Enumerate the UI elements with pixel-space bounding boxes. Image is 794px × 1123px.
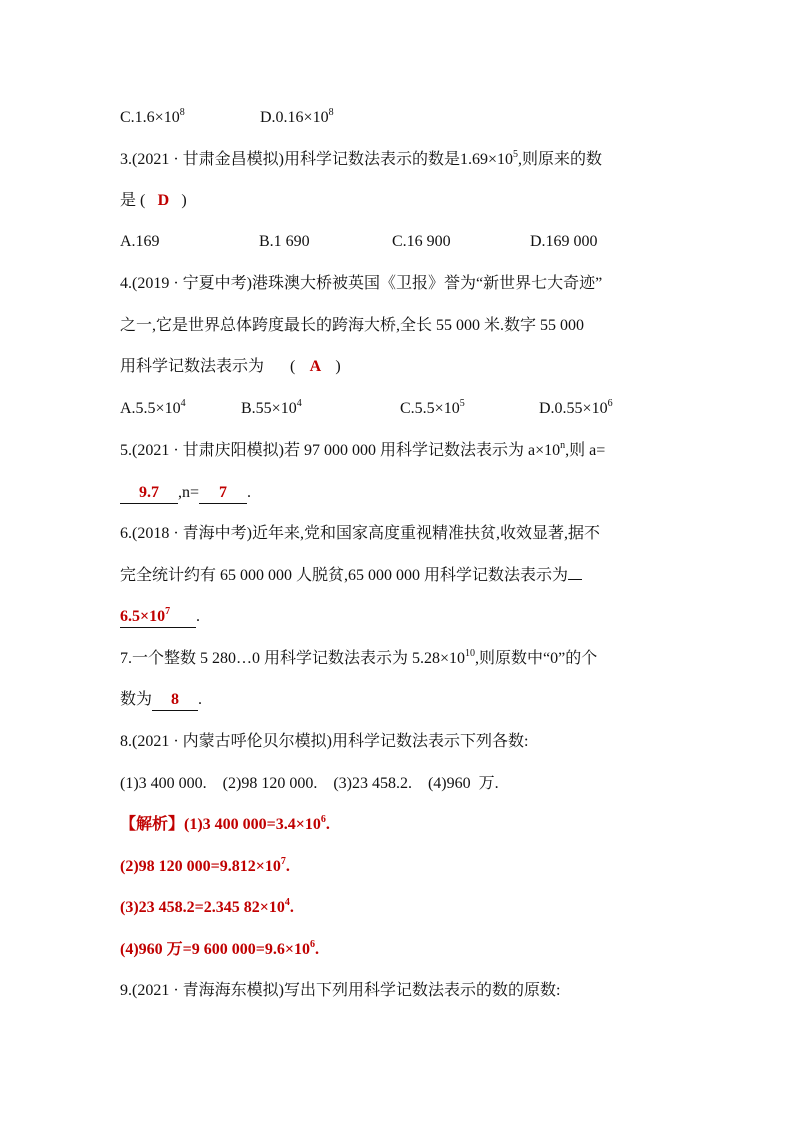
question-7-line-2: 数为 8 . xyxy=(120,690,202,711)
question-3-line-2: 是 ( D ) xyxy=(120,192,187,209)
question-4-line-3: 用科学记数法表示为 ( A ) xyxy=(120,358,341,375)
question-9-line-1: 9.(2021 · 青海海东模拟)写出下列用科学记数法表示的数的原数: xyxy=(120,982,561,999)
answer-q7: 8 xyxy=(152,690,198,711)
option-d: D.169 000 xyxy=(530,233,598,250)
question-8-line-1: 8.(2021 · 内蒙古呼伦贝尔模拟)用科学记数法表示下列各数: xyxy=(120,733,529,750)
answer-q5-n: 7 xyxy=(199,483,247,504)
option-b: B.1 690 xyxy=(259,233,310,250)
option-b: $B.55\times 10^4$ xyxy=(241,398,302,417)
option-d: $D.0.16\times 10^8$ xyxy=(260,107,334,126)
answer-q4: A xyxy=(309,358,322,375)
option-c: $C.5.5\times 10^5$ xyxy=(400,398,465,417)
question-8-line-2: (1)3 400 000. (2)98 120 000. (3)23 458.2. (4)960 万. xyxy=(120,775,499,792)
question-5-line-2: 9.7 ,n= 7 . xyxy=(120,483,251,504)
solution-8-line-3: (3)23 458.2=2.345 $82\times 10^4$. xyxy=(120,897,294,916)
answer-q5-a: 9.7 xyxy=(120,483,178,504)
question-4-line-1: 4.(2019 · 宁夏中考)港珠澳大桥被英国《卫报》誉为“新世界七大奇迹” xyxy=(120,275,603,292)
option-c: C.16 900 xyxy=(392,233,451,250)
option-d: $D.0.55\times 10^6$ xyxy=(539,398,613,417)
question-6-line-2: 完全统计约有 65 000 000 人脱贫,65 000 000 用科学记数法表示为 xyxy=(120,566,582,586)
option-c: $C.1.6\times 10^8$ xyxy=(120,107,185,126)
question-7-line-1: 7.一个整数 5 280…0 用科学记数法表示为 $5.28\times 10^{10}$,则原数中“0”的个 xyxy=(120,648,598,667)
question-6-line-3: $6.5\times 10^7$ . xyxy=(120,607,200,628)
question-6-line-1: 6.(2018 · 青海中考)近年来,党和国家高度重视精准扶贫,收效显著,据不 xyxy=(120,525,600,542)
answer-q6: $6.5\times 10^7$ xyxy=(120,607,196,628)
solution-8-line-2: (2)98 120 $000=9.812\times 10^7$. xyxy=(120,856,290,875)
option-a: $A.5.5\times 10^4$ xyxy=(120,398,186,417)
question-4-line-2: 之一,它是世界总体跨度最长的跨海大桥,全长 55 000 米.数字 55 000 xyxy=(120,317,585,334)
solution-8-line-1: 【解析】(1)3 400 $000=3.4\times 10^6$. xyxy=(120,814,330,833)
question-3-line-1: 3.(2021 · 甘肃金昌模拟)用科学记数法表示的数是$1.69\times 10^5$,则原来的数 xyxy=(120,149,603,168)
solution-8-line-4: (4)960 万=9 600 $000=9.6\times 10^6$. xyxy=(120,939,320,958)
option-a: A.169 xyxy=(120,233,160,250)
answer-q3: D xyxy=(157,192,170,209)
question-5-line-1: 5.(2021 · 甘肃庆阳模拟)若 97 000 000 用科学记数法表示为 $a\times 10^n$,则 a= xyxy=(120,440,606,459)
